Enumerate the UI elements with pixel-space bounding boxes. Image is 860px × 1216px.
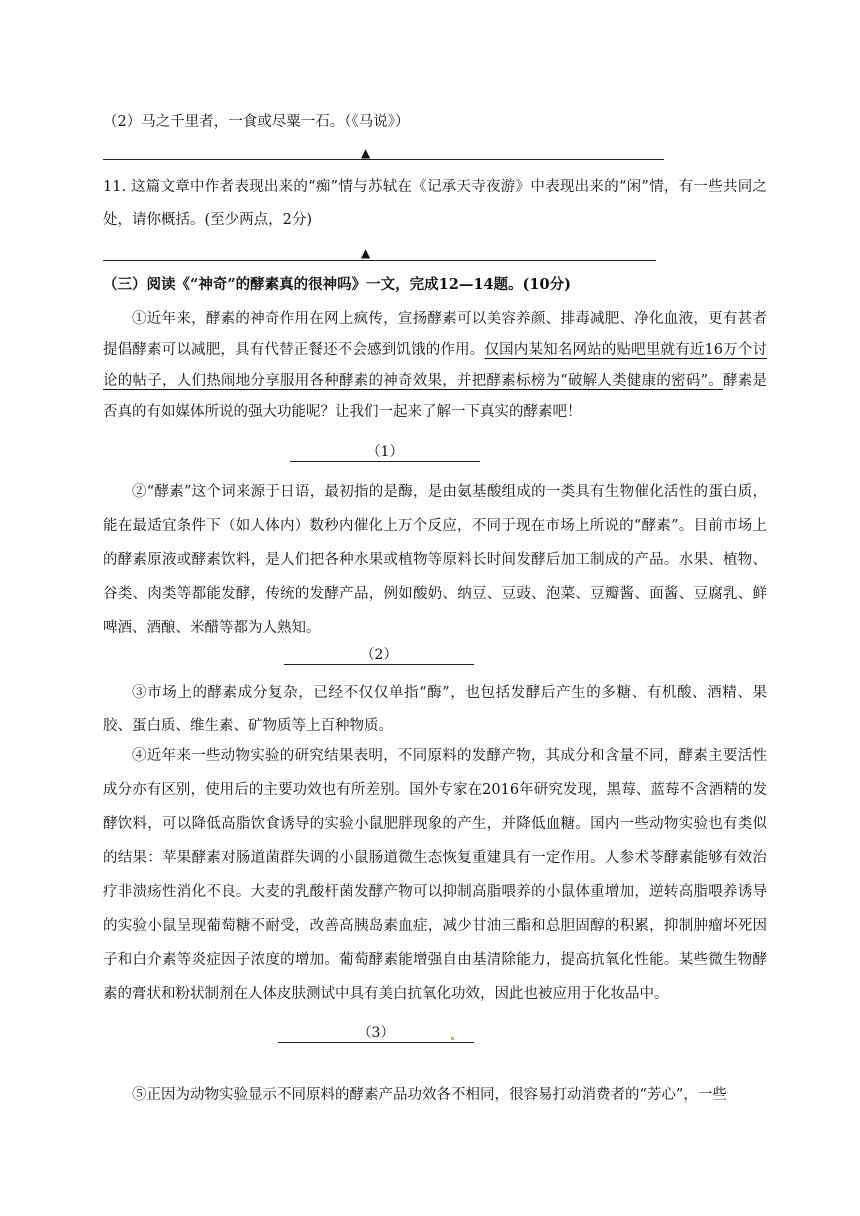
section-3-heading: （三）阅读《“神奇”的酵素真的很神吗》一文，完成12—14题。(10分) [103, 276, 571, 293]
paragraph-2: ②“酵素”这个词来源于日语，最初指的是酶，是由氨基酸组成的一类具有生物催化活性的蛋白质，能在最适宜条件下（如人体内）数秒内催化上万个反应，不同于现在市场上所说的“酵素”。目前市场上的酵素原液或酵素饮料，是人们把各种水果或植物等原料长时间发酵后加工制成的产品。水果、植物、谷类、肉类等都能发酵，传统的发酵产品，例如酸奶、纳豆、豆豉、泡菜、豆瓣酱、面酱、豆腐乳、鲜啤酒、酒酿、米醋等都为人熟知。 [103, 484, 767, 636]
answer-marker-q11: ▲ [361, 246, 371, 260]
paragraph-1-text-a: ①近年来，酵素的神奇作用在网上疯传，宣扬酵素可以美容养颜、排毒减肥、净化血液，更有甚者提倡酵素可以减肥，具有代替正餐还不会感到饥饿的作用。 [103, 311, 767, 358]
question-11: 11. 这篇文章中作者表现出来的“痴”情与苏轼在《记承天寺夜游》中表现出来的“闲”情，有一些共同之处，请你概括。(至少两点，2分) [103, 179, 767, 228]
subheading-blank-1: （1） [290, 443, 480, 462]
paragraph-1 [103, 304, 767, 428]
answer-marker-q10: ▲ [361, 146, 371, 160]
subheading-blank-2: （2） [284, 646, 474, 665]
answer-line-q11 [103, 260, 656, 261]
paragraph-1-underlined-sentence: 仅国内某知名网站的贴吧里就有近16万个讨论的帖子，人们热闹地分享服用各种酵素的神奇效果，并把酵素标榜为“破解人类健康的密码”。 [103, 342, 768, 389]
answer-line-q10 [103, 159, 664, 160]
paragraph-5: ⑤正因为动物实验显示不同原料的酵素产品功效各不相同，很容易打动消费者的“芳心”，一些 [132, 1087, 727, 1103]
paragraph-3: ③市场上的酵素成分复杂，已经不仅仅单指“酶”，也包括发酵后产生的多糖、有机酸、酒精、果胶、蛋白质、维生素、矿物质等上百种物质。 [103, 685, 767, 734]
subheading-blank-3: （3） [278, 1024, 474, 1043]
paragraph-4: ④近年来一些动物实验的研究结果表明，不同原料的发酵产物，其成分和含量不同，酵素主要活性成分亦有区别，使用后的主要功效也有所差别。国外专家在2016年研究发现，黑莓、蓝莓不含酒精的发酵饮料，可以降低高脂饮食诱导的实验小鼠肥胖现象的产生，并降低血糖。国内一些动物实验也有类似的结果：苹果酵素对肠道菌群失调的小鼠肠道微生态恢复重建具有一定作用。人参术苓酵素能够有效治疗非溃疡性消化不良。大麦的乳酸杆菌发酵产物可以抑制高脂喂养的小鼠体重增加，逆转高脂喂养诱导的实验小鼠呈现葡萄糖不耐受，改善高胰岛素血症，减少甘油三酯和总胆固醇的积累，抑制肿瘤坏死因子和白介素等炎症因子浓度的增加。葡萄酵素能增强自由基清除能力，提高抗氧化性能。某些微生物酵素的膏状和粉状制剂在人体皮肤测试中具有美白抗氧化功效，因此也被应用于化妆品中。 [103, 748, 767, 1002]
q10-item-2: （2）马之千里者，一食或尽粟一石。（《马说》） [103, 114, 410, 130]
stray-mark [451, 1037, 454, 1040]
paragraph-1-text-b: 酵素是否真的有如媒体所说的强大功能呢？让我们一起来了解一下真实的酵素吧！ [103, 373, 767, 420]
